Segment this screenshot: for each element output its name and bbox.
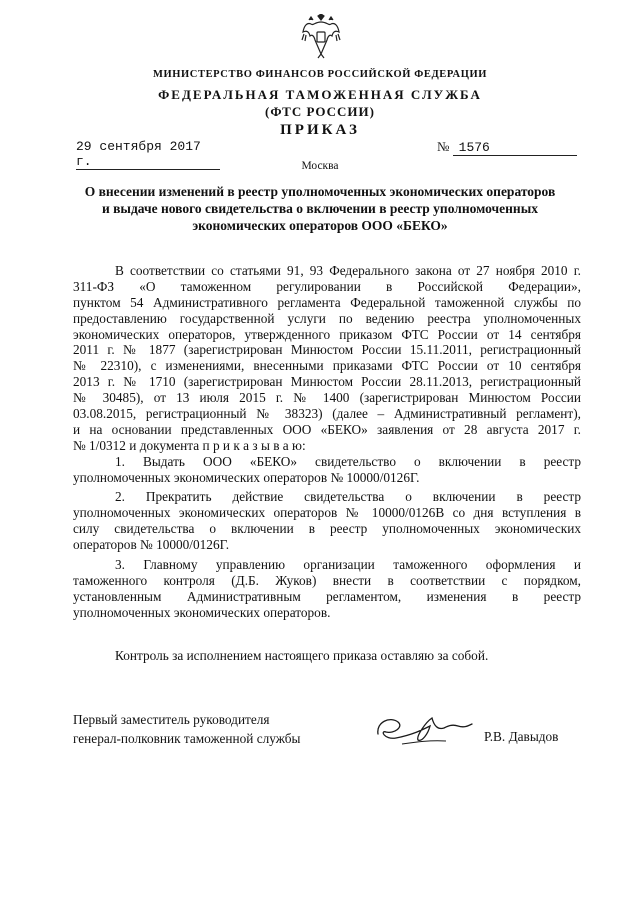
signatory-position-line: генерал-полковник таможенной службы <box>73 731 301 746</box>
service-abbreviation: (ФТС РОССИИ) <box>265 104 375 119</box>
item-3-line: 3. Главному управлению организации таможенного оформления и <box>115 557 581 573</box>
order-number-field <box>437 139 577 156</box>
russian-coat-of-arms-icon <box>301 14 341 62</box>
preamble-line: № 30485), от 13 июля 2015 г. № 1400 (зарегистрирован Минюстом России <box>73 390 581 406</box>
preamble-line: № 22310), с изменениями, внесенными приказами ФТС России от 10 сентября <box>73 358 581 374</box>
ministry-name: МИНИСТЕРСТВО ФИНАНСОВ РОССИЙСКОЙ ФЕДЕРАЦИИ <box>152 69 488 80</box>
order-date: 29 сентября 2017 г. <box>76 139 220 170</box>
order-title <box>60 183 580 234</box>
item-2-line: уполномоченных экономических операторов № 10000/0126В со дня вступления в <box>73 505 581 521</box>
item-2-line: 2. Прекратить действие свидетельства о включении в реестр <box>115 489 581 505</box>
title-line: О внесении изменений в реестр уполномоченных экономических операторов <box>84 184 556 199</box>
preamble-line: 311-ФЗ «О таможенном регулировании в Российской Федерации», <box>73 278 581 294</box>
signatory-position-line: Первый заместитель руководителя <box>73 712 270 727</box>
title-line: экономических операторов ООО «БЕКО» <box>192 218 448 233</box>
document-type: ПРИКАЗ <box>280 122 360 138</box>
item-1-line: 1. Выдать ООО «БЕКО» свидетельство о включении в реестр <box>115 453 581 469</box>
preamble-line: 2011 г. № 1877 (зарегистрирован Минюстом России 15.11.2011, регистрационный <box>73 342 581 358</box>
item-3-line: установленным Административным регламентом, изменения в реестр <box>73 588 581 604</box>
order-body <box>73 263 581 621</box>
item-3-line: уполномоченных экономических операторов. <box>73 604 331 620</box>
preamble-line: 03.08.2015, регистрационный № 38323) (далее – Административный регламент), <box>73 406 581 422</box>
preamble-line: экономических операторов, утвержденного приказом ФТС России от 14 сентября <box>73 326 581 342</box>
preamble-line: В соответствии со статьями 91, 93 Федерального закона от 27 ноября 2010 г. <box>115 263 581 278</box>
preamble-line: предоставлению государственной услуги по ведению реестра уполномоченных <box>73 310 581 326</box>
preamble-line: 2013 г. № 1710 (зарегистрирован Минюстом России 28.11.2013, регистрационный <box>73 374 581 390</box>
preamble-line: и на основании представленных ООО «БЕКО» заявления от 28 августа 2017 г. <box>73 421 581 437</box>
preamble-line: пунктом 54 Административного регламента Федеральной таможенной службы по <box>73 294 581 310</box>
preamble-line: № 1/0312 и документа п р и к а з ы в а ю: <box>73 437 306 453</box>
item-2-line: силу свидетельства о включении в реестр уполномоченных экономических <box>73 521 581 537</box>
number-sign: № <box>437 139 450 154</box>
control-statement: Контроль за исполнением настоящего приказа оставляю за собой. <box>115 648 489 663</box>
city: Москва <box>301 160 339 172</box>
order-number: 1576 <box>453 140 577 156</box>
item-1-line: уполномоченных экономических операторов № 10000/0126Г. <box>73 469 420 485</box>
item-2-line: операторов № 10000/0126Г. <box>73 537 230 553</box>
handwritten-signature <box>372 700 476 752</box>
item-3-line: таможенного контроля (Д.Б. Жуков) внести в соответствии с порядком, <box>73 572 581 588</box>
service-name: ФЕДЕРАЛЬНАЯ ТАМОЖЕННАЯ СЛУЖБА <box>158 87 482 102</box>
signatory-position <box>73 710 300 748</box>
title-line: и выдаче нового свидетельства о включении в реестр уполномоченных <box>101 201 538 216</box>
signatory-name: Р.В. Давыдов <box>484 729 559 744</box>
